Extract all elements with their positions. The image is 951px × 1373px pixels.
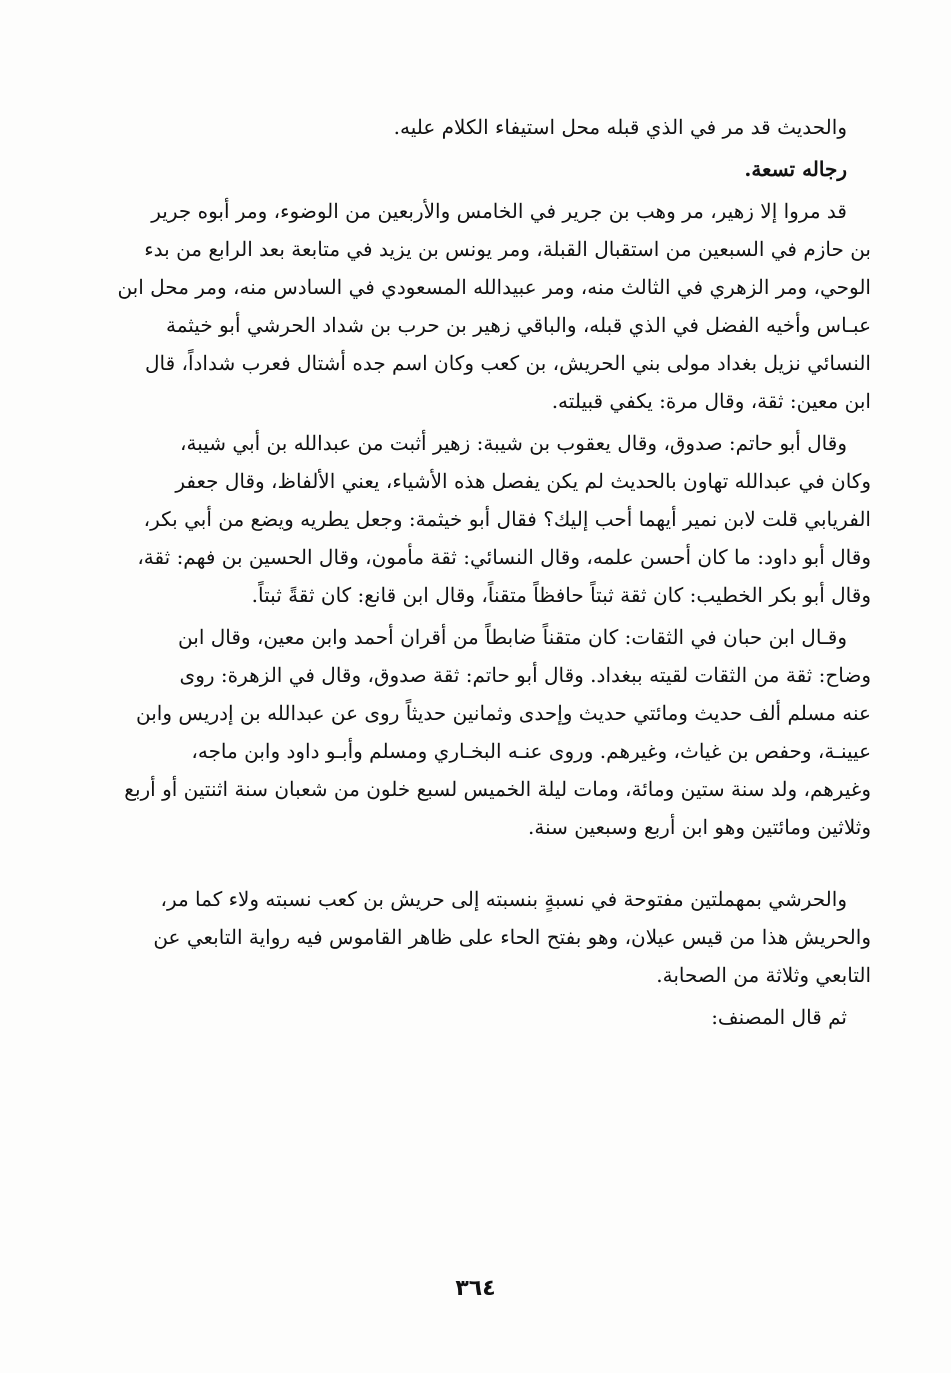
page-body-text bbox=[70, 108, 871, 1036]
text-line: الوحي، ومر الزهري في الثالث منه، ومر عبيدالله المسعودي في السادس منه، ومر محل ابن bbox=[117, 275, 871, 299]
text-line: ثم قال المصنف: bbox=[711, 1005, 847, 1029]
text-line: الفريابي قلت لابن نمير أيهما أحب إليك؟ فقال أبو خيثمة: وجعل يطريه ويضع من أبي بكر، bbox=[143, 507, 871, 531]
text-line: وقـال ابن حبان في الثقات: كان متقناً ضابطاً من أقران أحمد وابن معين، وقال ابن bbox=[178, 625, 847, 649]
text-line: وغيرهم، ولد سنة ستين ومائة، ومات ليلة الخميس لسبع خلون من شعبان سنة اثنتين أو أربع bbox=[124, 777, 871, 801]
biography-paragraph bbox=[70, 618, 871, 846]
text-line: وقال أبو حاتم: صدوق، وقال يعقوب بن شيبة: زهير أثبت من عبدالله بن أبي شيبة، bbox=[180, 431, 847, 455]
narrators-paragraph bbox=[70, 192, 871, 420]
text-line: ابن معين: ثقة، وقال مرة: يكفي قبيلته. bbox=[551, 389, 871, 413]
text-line: والحريش هذا من قيس عيلان، وهو بفتح الحاء على ظاهر القاموس فيه رواية التابعي عن bbox=[153, 925, 871, 949]
intro-paragraph bbox=[70, 108, 871, 146]
text-line: عيينـة، وحفص بن غياث، وغيرهم. وروى عنـه البخـاري ومسلم وأبـو داود وابن ماجه، bbox=[191, 739, 871, 763]
text-line: وقال أبو داود: ما كان أحسن علمه، وقال النسائي: ثقة مأمون، وقال الحسين بن فهم: ثقة، bbox=[137, 545, 871, 569]
nisba-paragraph bbox=[70, 880, 871, 994]
critics-paragraph bbox=[70, 424, 871, 614]
text-line: والحديث قد مر في الذي قبله محل استيفاء الكلام عليه. bbox=[393, 115, 847, 139]
text-line: وقال أبو بكر الخطيب: كان ثقة ثبتاً حافظاً متقناً، وقال ابن قانع: كان ثقةً ثبتاً. bbox=[251, 583, 871, 607]
page-number: ٣٦٤ bbox=[455, 1276, 496, 1301]
text-line: وثلاثين ومائتين وهو ابن أربع وسبعين سنة. bbox=[528, 815, 871, 839]
text-line: وكان في عبدالله تهاون بالحديث لم يكن يفصل هذه الأشياء، يعني الألفاظ، وقال جعفر bbox=[175, 469, 871, 493]
text-line: التابعي وثلاثة من الصحابة. bbox=[656, 963, 871, 987]
text-line: النسائي نزيل بغداد مولى بني الحريش، بن كعب وكان اسم جده أشتال فعرب شداداً، قال bbox=[144, 351, 871, 375]
section-heading: رجاله تسعة. bbox=[744, 157, 847, 181]
text-line: قد مروا إلا زهير، مر وهب بن جرير في الخامس والأربعين من الوضوء، ومر أبوه جرير bbox=[151, 199, 847, 223]
text-line: عنه مسلم ألف حديث ومائتي حديث وإحدى وثمانين حديثاً روى عن عبدالله بن إدريس وابن bbox=[136, 701, 871, 725]
text-line: والحرشي بمهملتين مفتوحة في نسبةٍ بنسبته إلى حريش بن كعب نسبته ولاء كما مر، bbox=[160, 887, 847, 911]
closing-line bbox=[70, 998, 871, 1036]
text-line: وضاح: ثقة من الثقات لقيته ببغداد. وقال أبو حاتم: ثقة صدوق، وقال في الزهرة: روى bbox=[179, 663, 871, 687]
text-line: عبـاس وأخيه الفضل في الذي قبله، والباقي زهير بن حرب بن شداد الحرشي أبو خيثمة bbox=[165, 313, 871, 337]
text-line: بن حازم في السبعين من استقبال القبلة، ومر يونس بن يزيد في متابعة بعد الرابع من بدء bbox=[144, 237, 871, 261]
